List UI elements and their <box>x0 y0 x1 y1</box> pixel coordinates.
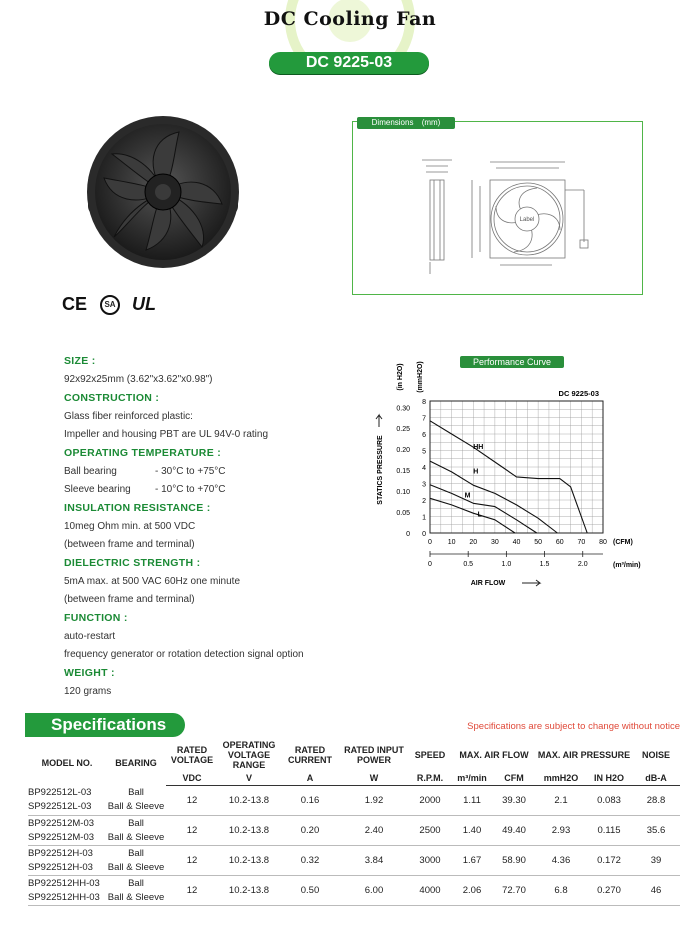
insulation-heading: INSULATION RESISTANCE : <box>64 502 211 514</box>
bearing-cell <box>106 786 166 816</box>
y-tick-label-in: 0.05 <box>396 510 410 518</box>
specifications-note: Specifications are subject to change without notice <box>467 721 680 732</box>
ul-mark-icon: UL <box>132 294 156 314</box>
x-tick-label-cfm: 0 <box>428 539 432 546</box>
cell-p-in: 0.115 <box>597 824 621 836</box>
cell-flow-cfm: 49.40 <box>502 824 526 836</box>
cell-flow-m3: 2.06 <box>462 884 482 896</box>
dielectric-line: (between frame and terminal) <box>64 594 195 605</box>
model-ball: BP922512M-03 <box>28 817 95 829</box>
model-cell <box>28 786 106 816</box>
col-rated-current: RATED CURRENT <box>288 745 332 765</box>
y-tick-label-mm: 5 <box>422 448 426 456</box>
cell-flow-cfm: 72.70 <box>502 884 526 896</box>
bearing-cell <box>106 846 166 876</box>
cell-p-mm: 4.36 <box>551 854 571 866</box>
x-tick-label-cfm: 40 <box>512 539 521 546</box>
series-line-hh <box>430 421 587 533</box>
unit-a: A <box>280 770 340 786</box>
x-tick-label-cfm: 50 <box>534 539 543 546</box>
x-tick-label-cfm: 80 <box>599 539 607 546</box>
unit-w: W <box>340 770 408 786</box>
cell-speed: 3000 <box>419 854 441 866</box>
temperature-sleeve-label: Sleeve bearing <box>64 484 131 495</box>
table-row <box>28 786 680 816</box>
y-unit-in: (in H2O) <box>397 363 404 391</box>
specifications-table <box>28 740 680 906</box>
y-unit-mm: (mmH2O) <box>417 361 424 393</box>
y-tick-label-mm: 2 <box>422 498 426 505</box>
specifications-title: Specifications <box>25 713 185 737</box>
cell-voltage: 12 <box>186 824 198 836</box>
col-rated-power: RATED INPUT POWER <box>344 745 404 765</box>
cell-p-mm: 2.93 <box>551 824 571 836</box>
cell-range: 10.2-13.8 <box>228 884 270 896</box>
x-tick-label-m3: 0 <box>428 561 432 568</box>
series-label-hh: HH <box>473 443 484 451</box>
model-ball: BP922512HH-03 <box>28 877 100 889</box>
x-tick-label-m3: 0.5 <box>463 561 474 568</box>
cell-p-mm: 2.1 <box>554 794 568 806</box>
model-ball: BP922512H-03 <box>28 847 93 859</box>
x-tick-label-cfm: 10 <box>447 539 456 546</box>
dielectric-heading: DIELECTRIC STRENGTH : <box>64 557 201 569</box>
x-axis-title: AIR FLOW <box>470 580 506 587</box>
cell-voltage: 12 <box>186 794 198 806</box>
y-tick-label-mm: 4 <box>422 465 426 472</box>
col-airflow: MAX. AIR FLOW <box>459 750 529 760</box>
temperature-ball-value: - 30°C to +75°C <box>155 466 226 477</box>
dimension-drawing <box>412 150 592 276</box>
x-tick-label-cfm: 60 <box>555 539 564 546</box>
y-tick-label-mm: 3 <box>422 481 426 489</box>
model-sleeve: SP922512H-03 <box>28 861 93 873</box>
cell-noise: 28.8 <box>646 794 666 806</box>
y-tick-label-mm: 8 <box>422 399 426 406</box>
x-tick-label-m3: 1.5 <box>539 561 550 568</box>
model-badge: DC 9225-03 <box>269 52 429 74</box>
x-tick-label-cfm: 30 <box>490 539 499 546</box>
table-row <box>28 816 680 846</box>
cell-p-in: 0.083 <box>597 794 621 806</box>
size-value: 92x92x25mm (3.62"x3.62"x0.98") <box>64 374 213 385</box>
x-unit-cfm: (CFM) <box>613 539 633 546</box>
construction-line: Glass fiber reinforced plastic: <box>64 411 193 422</box>
series-label-l: L <box>477 511 482 519</box>
x-unit-m3: (m³/min) <box>613 562 641 569</box>
col-operating-voltage: OPERATING VOLTAGE RANGE <box>222 740 276 770</box>
cell-p-mm: 6.8 <box>554 884 568 896</box>
col-bearing: BEARING <box>115 757 157 768</box>
weight-heading: WEIGHT : <box>64 667 115 679</box>
x-axis-arrow-icon <box>522 580 540 586</box>
unit-dba: dB-A <box>632 770 680 786</box>
cell-noise: 39 <box>650 854 662 866</box>
y-tick-label-mm: 1 <box>422 514 426 522</box>
dimensions-unit: (mm) <box>421 118 441 127</box>
bearing-cell <box>106 876 166 906</box>
bearing-sleeve: Ball & Sleeve <box>107 861 165 873</box>
cell-flow-m3: 1.11 <box>463 794 481 806</box>
y-tick-label-in: 0.30 <box>396 405 410 413</box>
cell-power: 2.40 <box>364 824 384 836</box>
bearing-ball: Ball <box>128 877 144 889</box>
insulation-line: 10meg Ohm min. at 500 VDC <box>64 521 196 532</box>
sa-mark-icon: SA <box>100 295 120 315</box>
temperature-sleeve-value: - 10°C to +70°C <box>155 484 226 495</box>
y-tick-label-in: 0 <box>406 531 410 538</box>
model-sleeve: SP922512HH-03 <box>28 891 100 903</box>
size-heading: SIZE : <box>64 355 96 367</box>
cell-current: 0.16 <box>300 794 320 806</box>
cell-current: 0.50 <box>300 884 320 896</box>
col-rated-voltage: RATED VOLTAGE <box>170 745 214 765</box>
y-tick-label-in: 0.20 <box>396 447 410 455</box>
unit-inh2o: IN H2O <box>586 770 632 786</box>
cell-noise: 35.6 <box>646 824 666 836</box>
cell-range: 10.2-13.8 <box>228 794 270 806</box>
bearing-sleeve: Ball & Sleeve <box>107 891 165 903</box>
cell-speed: 2000 <box>419 794 441 806</box>
function-heading: FUNCTION : <box>64 612 128 624</box>
cell-current: 0.20 <box>300 824 320 836</box>
construction-line: Impeller and housing PBT are UL 94V-0 rating <box>64 429 269 440</box>
x-tick-label-cfm: 20 <box>469 539 478 546</box>
y-tick-label-mm: 7 <box>422 415 426 423</box>
bearing-ball: Ball <box>128 847 144 859</box>
cell-range: 10.2-13.8 <box>228 824 270 836</box>
model-sleeve: SP922512L-03 <box>28 801 92 813</box>
table-row <box>28 846 680 876</box>
cell-p-in: 0.270 <box>597 884 621 896</box>
temperature-ball-label: Ball bearing <box>64 466 117 477</box>
cell-noise: 46 <box>650 884 662 896</box>
ce-mark-icon: CE <box>62 294 88 314</box>
page-title: DC Cooling Fan <box>263 8 437 30</box>
unit-cfm: CFM <box>492 770 536 786</box>
table-row <box>28 876 680 906</box>
weight-value: 120 grams <box>64 686 112 697</box>
cell-speed: 2500 <box>419 824 441 836</box>
construction-heading: CONSTRUCTION : <box>64 392 160 404</box>
cell-p-in: 0.172 <box>597 854 621 866</box>
y-tick-label-in: 0.25 <box>396 426 410 434</box>
cell-flow-cfm: 39.30 <box>502 794 526 806</box>
x-tick-label-m3: 1.0 <box>501 561 512 568</box>
bearing-cell <box>106 816 166 846</box>
series-label-h: H <box>473 468 479 476</box>
cell-power: 6.00 <box>364 884 384 896</box>
x-tick-label-cfm: 70 <box>577 539 586 546</box>
unit-vdc: VDC <box>166 770 218 786</box>
y-tick-label-in: 0.10 <box>396 489 410 497</box>
col-noise: NOISE <box>641 750 670 760</box>
model-sleeve: SP922512M-03 <box>28 831 95 843</box>
cell-range: 10.2-13.8 <box>228 854 270 866</box>
performance-curve-label: Performance Curve <box>460 356 564 368</box>
cell-power: 1.92 <box>364 794 384 806</box>
cell-flow-cfm: 58.90 <box>502 854 526 866</box>
col-speed: SPEED <box>414 750 446 760</box>
model-cell <box>28 816 106 846</box>
performance-chart <box>360 355 660 595</box>
bearing-ball: Ball <box>128 787 144 799</box>
chart-subtitle: DC 9225-03 <box>558 389 599 398</box>
unit-v: V <box>218 770 280 786</box>
dimensions-label <box>357 117 455 129</box>
x-tick-label-m3: 2.0 <box>577 561 588 568</box>
insulation-line: (between frame and terminal) <box>64 539 195 550</box>
y-tick-label-mm: 6 <box>422 432 426 439</box>
dimensions-title: Dimensions <box>371 118 414 127</box>
model-cell <box>28 876 106 906</box>
cell-current: 0.32 <box>300 854 320 866</box>
cell-voltage: 12 <box>186 854 198 866</box>
model-cell <box>28 846 106 876</box>
unit-mmh2o: mmH2O <box>536 770 586 786</box>
cell-flow-m3: 1.67 <box>462 854 482 866</box>
y-axis-title: STATICS PRESSURE <box>377 435 384 505</box>
operating-temperature-heading: OPERATING TEMPERATURE : <box>64 447 222 459</box>
fan-product-image <box>74 112 252 270</box>
bearing-sleeve: Ball & Sleeve <box>107 801 165 813</box>
y-tick-label-in: 0.15 <box>396 468 410 476</box>
y-axis-arrow-icon <box>376 415 382 427</box>
cell-flow-m3: 1.40 <box>462 824 482 836</box>
model-ball: BP922512L-03 <box>28 787 92 799</box>
cell-speed: 4000 <box>419 884 441 896</box>
function-line: auto-restart <box>64 631 116 642</box>
cell-power: 3.84 <box>364 854 384 866</box>
series-label-m: M <box>464 492 471 500</box>
dielectric-line: 5mA max. at 500 VAC 60Hz one minute <box>64 576 241 587</box>
certifications <box>62 294 172 318</box>
unit-m3min: m³/min <box>452 770 492 786</box>
bearing-ball: Ball <box>128 817 144 829</box>
fan-label-text: Label <box>519 217 535 223</box>
function-line: frequency generator or rotation detection signal option <box>64 649 304 660</box>
y-tick-label-mm: 0 <box>422 531 426 538</box>
bearing-sleeve: Ball & Sleeve <box>107 831 165 843</box>
cell-voltage: 12 <box>186 884 198 896</box>
unit-rpm: R.P.M. <box>408 770 452 786</box>
col-pressure: MAX. AIR PRESSURE <box>537 750 631 760</box>
col-model: MODEL NO. <box>41 757 93 768</box>
